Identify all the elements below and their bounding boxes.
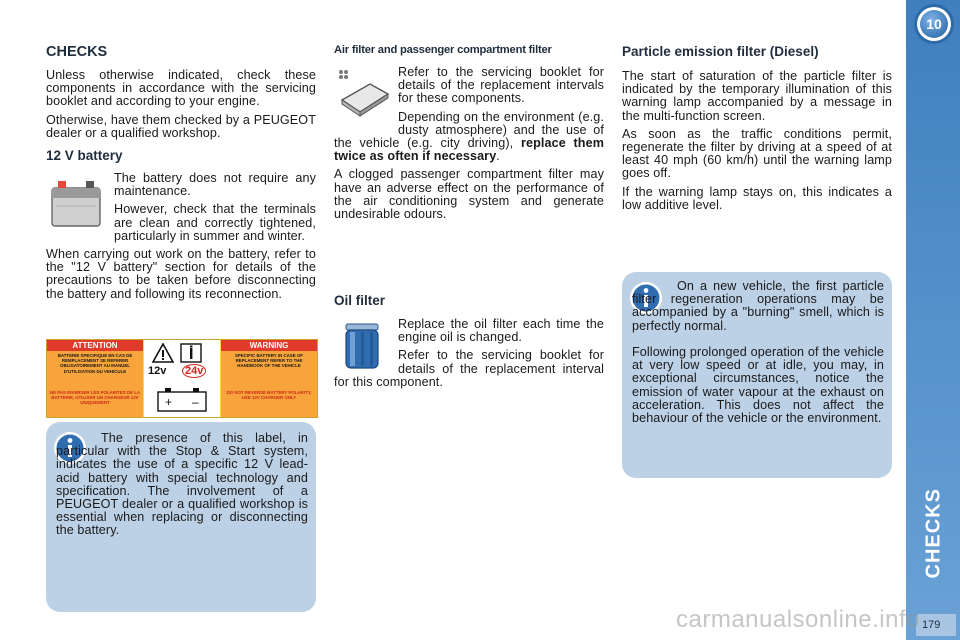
particle-filter-paragraph-1: The start of saturation of the particle filter is indicated by the temporary illumination of this warning lamp accompanied by a message in the multi-function screen. xyxy=(622,69,892,123)
label-right-top: SPECIFIC BATTERY IN CASE OF REPLACEMENT REFER TO THE HANDBOOK OF THE VEHICLE xyxy=(235,353,303,369)
label-center-pictograms xyxy=(144,340,220,417)
label-left-title: ATTENTION xyxy=(47,340,143,351)
air-filter-icon xyxy=(334,66,394,126)
oil-filter-icon xyxy=(334,318,392,374)
svg-text:+: + xyxy=(165,395,173,409)
intro-paragraph-2: Otherwise, have them checked by a PEUGEOT dealer or a qualified workshop. xyxy=(46,112,316,140)
label-right-bottom: DO NOT REVERSE BATTERY POLARITY, USE 12V CHARGER ONLY xyxy=(226,390,312,401)
section-heading-battery: 12 V battery xyxy=(46,148,123,164)
column-2 xyxy=(334,44,604,226)
air-filter-paragraph-3: A clogged passenger compartment filter may have an adverse effect on the performance of the air conditioning system and generate undesirable odours. xyxy=(334,167,604,222)
info-box-particle-filter xyxy=(622,272,892,478)
particle-filter-paragraph-2: As soon as the traffic conditions permit, regenerate the filter by driving at a speed of at least 40 mph (60 km/h) until the warning lamp goes off. xyxy=(622,126,892,181)
battery-paragraph-1: The battery does not require any maintenance. xyxy=(114,172,316,199)
particle-info-paragraph-1: On a new vehicle, the first particle filter regeneration operations may be accompanied by a "burning" smell, which is perfectly normal. xyxy=(632,279,884,333)
label-left-bottom: NE PAS INVERSER LES POLARITES DE LA BATTERIE, UTILISER UN CHARGEUR 12V UNIQUEMENT xyxy=(49,390,141,406)
chapter-vertical-title: CHECKS xyxy=(922,488,945,579)
column-1 xyxy=(46,44,316,306)
label-volt-ok: 12v xyxy=(148,365,167,377)
svg-text:–: – xyxy=(192,395,199,409)
oil-filter-paragraph-2: Refer to the servicing booklet for details of the replacement interval for this component. xyxy=(334,348,604,389)
battery-icon xyxy=(48,174,106,232)
battery-warning-label xyxy=(46,339,318,418)
chapter-number-badge xyxy=(917,7,951,41)
oil-filter-paragraph-1: Replace the oil filter each time the engine oil is changed. xyxy=(398,317,604,345)
section-heading-oil-filter: Oil filter xyxy=(334,293,386,308)
section-heading-particle-filter: Particle emission filter (Diesel) xyxy=(622,44,819,59)
info-box-battery xyxy=(46,422,316,612)
particle-filter-paragraph-3: If the warning lamp stays on, this indicates a low additive level. xyxy=(622,184,892,212)
section-heading-checks: CHECKS xyxy=(46,44,108,60)
air-filter-p2-text: Depending on the environment (e.g. dusty atmosphere) and the use of the vehicle (e.g. city driving), xyxy=(334,109,604,151)
intro-paragraph-1: Unless otherwise indicated, check these components in accordance with the servicing booklet and according to your engine. xyxy=(46,68,316,109)
air-filter-p2-bold: replace them twice as often if necessary xyxy=(334,136,604,164)
battery-paragraph-3: When carrying out work on the battery, refer to the "12 V battery" section for details of the precautions to be taken before disconnecting the battery and following its reconnection. xyxy=(46,247,316,301)
info-text-battery: The presence of this label, in particular with the Stop & Start system, indicates the use of a specific 12 V lead-acid battery with special technology and specification. The involvement of a PEUGEOT dealer or a qualified workshop is essential when replacing or disconnecting the battery. xyxy=(56,431,308,538)
label-right-title: WARNING xyxy=(221,340,317,351)
battery-paragraph-2: However, check that the terminals are clean and correctly tightened, particularly in summer and winter. xyxy=(114,202,316,243)
warning-triangle-icon xyxy=(152,343,174,363)
polarity-battery-icon xyxy=(156,387,208,413)
air-filter-p2-end: . xyxy=(496,149,500,164)
watermark: carmanualsonline.info xyxy=(676,606,920,633)
oil-filter-section xyxy=(334,293,604,394)
chapter-number: 10 xyxy=(926,16,942,32)
label-volt-bad: 24v xyxy=(182,364,206,378)
page-number: 179 xyxy=(922,619,941,631)
particle-info-paragraph-2: Following prolonged operation of the vehicle at very low speed or at idle, you may, in exceptional circumstances, notice the emission of water vapour at the exhaust on acceleration. This does not affect the behaviour of the vehicle or the environment. xyxy=(632,345,884,426)
handbook-icon xyxy=(180,343,202,363)
label-left-top: BATTERIE SPECIFIQUE EN CAS DE REMPLACEMENT SE REFERER OBLIGATOIREMENT AU MANUEL D'UTILISATION DU VEHICULE xyxy=(57,353,133,374)
section-heading-air-filter: Air filter and passenger compartment filter xyxy=(334,44,552,56)
column-3 xyxy=(622,44,892,217)
page-number-tab xyxy=(916,614,956,636)
air-filter-paragraph-1: Refer to the servicing booklet for details of the replacement intervals for these components. xyxy=(398,66,604,106)
